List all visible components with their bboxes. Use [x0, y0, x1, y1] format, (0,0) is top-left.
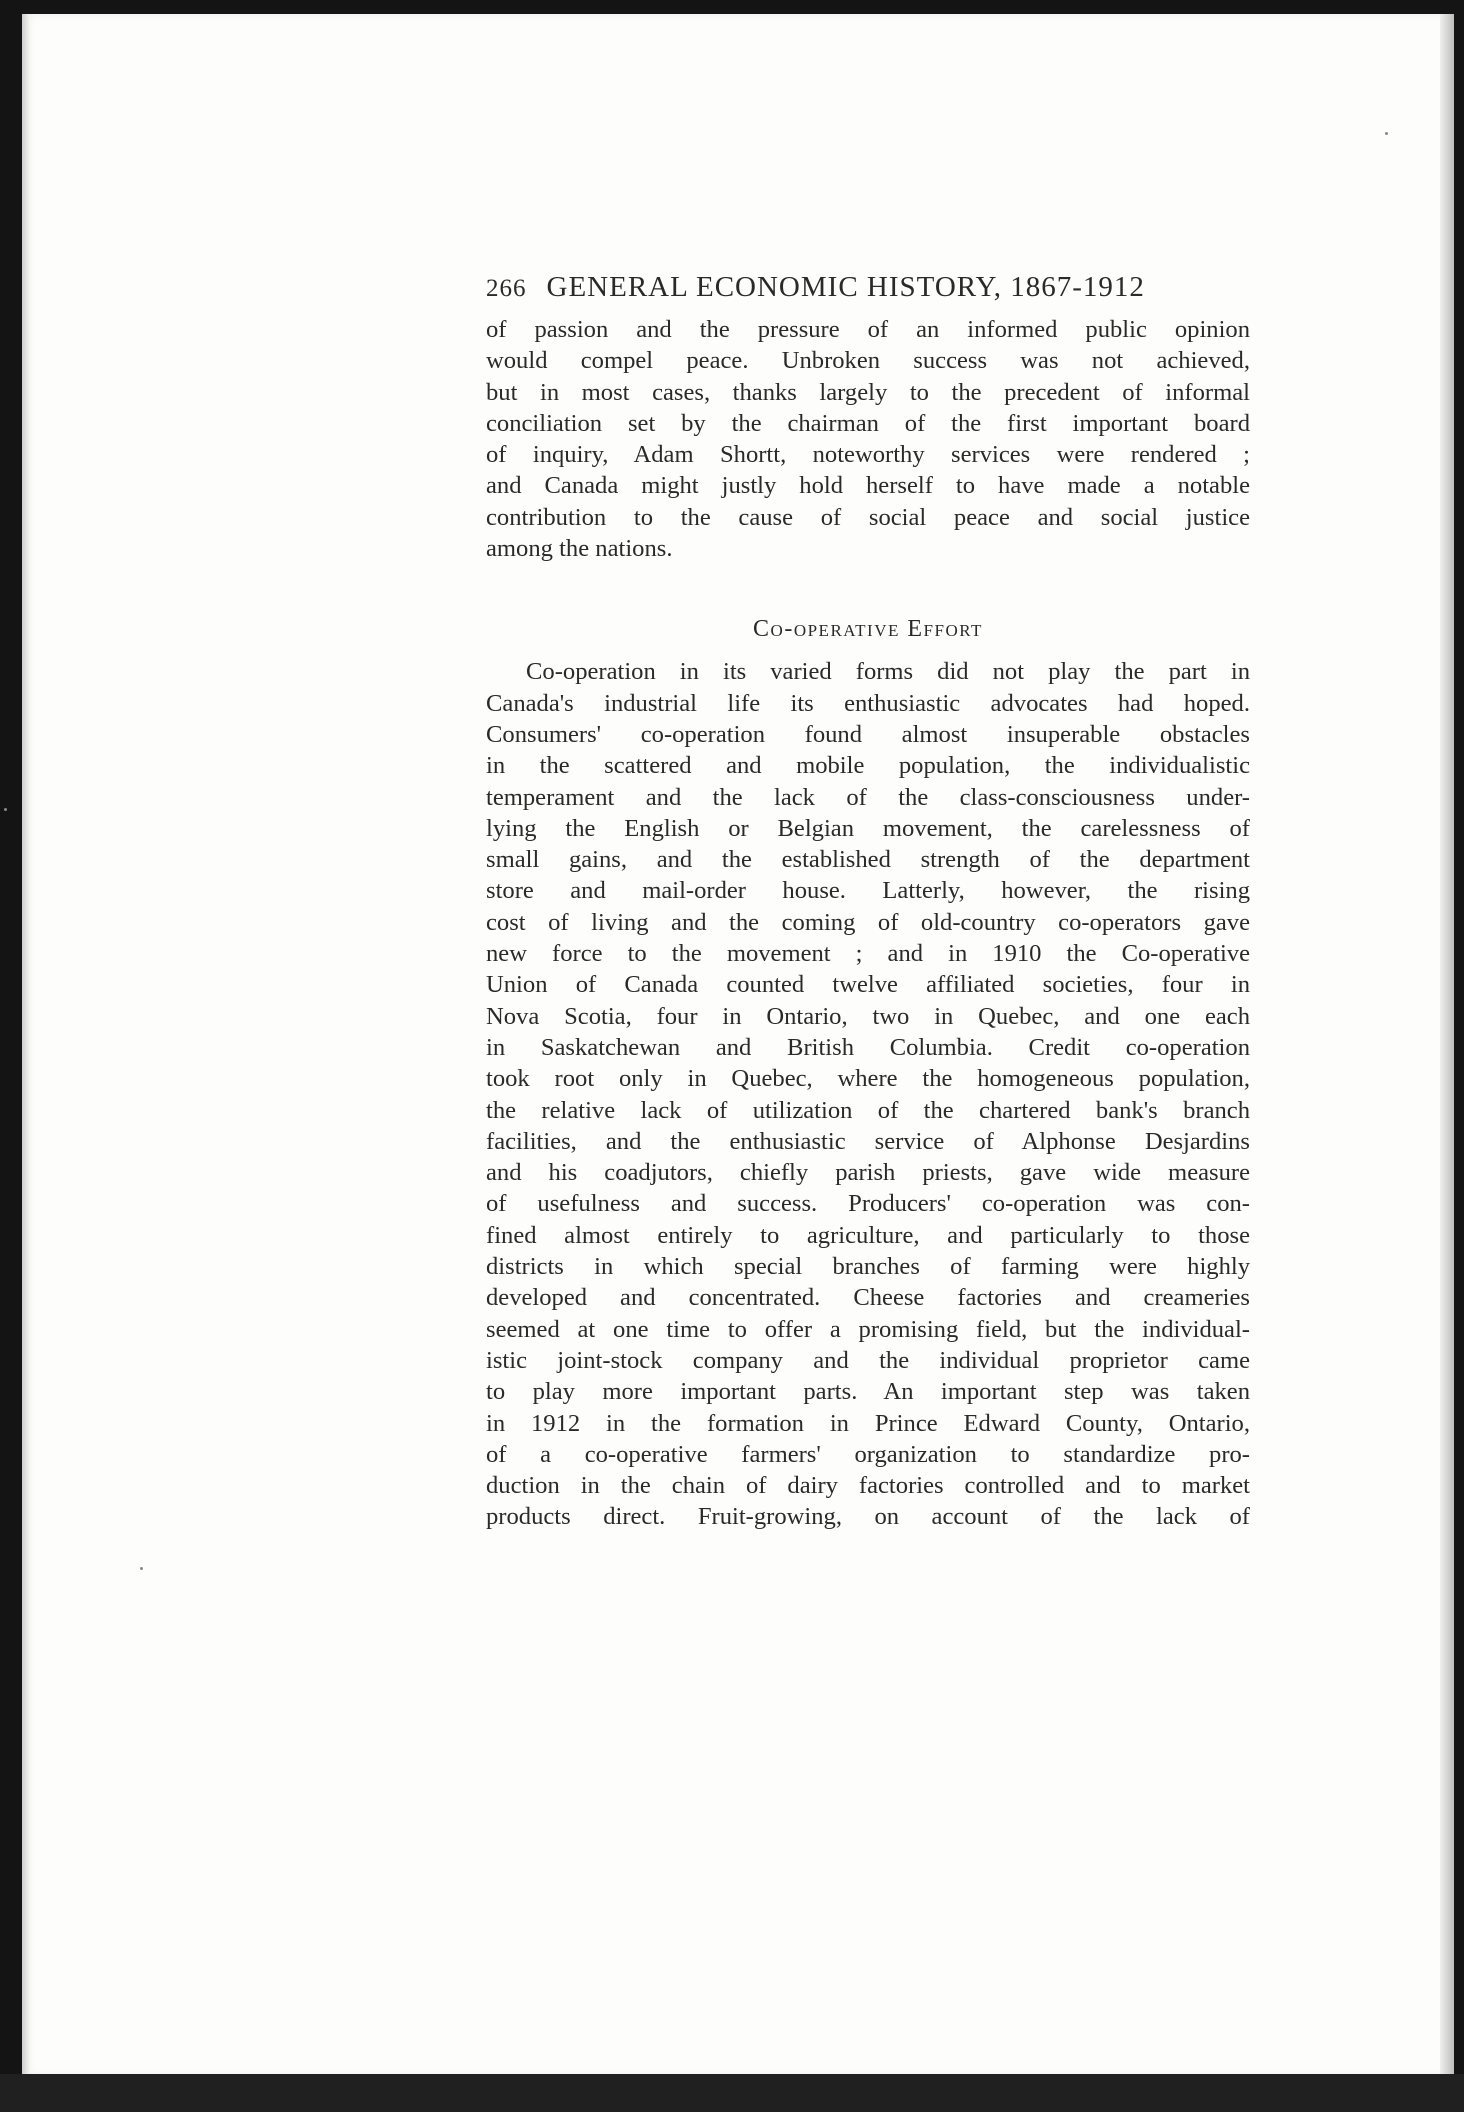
text-line: to play more important parts. An important step was taken — [486, 1378, 1250, 1406]
text-line: store and mail-order house. Latterly, however, the rising — [486, 877, 1250, 905]
page-fore-edge — [1440, 14, 1454, 2076]
text-line: Union of Canada counted twelve affiliated societies, four in — [486, 971, 1250, 999]
text-line: fined almost entirely to agriculture, and particularly to those — [486, 1221, 1250, 1249]
text-line: lying the English or Belgian movement, the carelessness of — [486, 814, 1250, 842]
text-line: facilities, and the enthusiastic service of Alphonse Desjardins — [486, 1127, 1250, 1155]
text-line: of inquiry, Adam Shortt, noteworthy services were rendered ; — [486, 441, 1250, 469]
text-line: products direct. Fruit-growing, on account of the lack of — [486, 1503, 1250, 1531]
text-line: Nova Scotia, four in Ontario, two in Quebec, and one each — [486, 1002, 1250, 1030]
running-head — [486, 270, 1250, 314]
text-line: would compel peace. Unbroken success was not achieved, — [486, 347, 1250, 375]
text-line: contribution to the cause of social peace and social justice — [486, 503, 1250, 531]
text-line: but in most cases, thanks largely to the precedent of informal — [486, 378, 1250, 406]
scan-bottom-border — [0, 2074, 1464, 2112]
text-line: in 1912 in the formation in Prince Edward County, Ontario, — [486, 1409, 1250, 1437]
text-line: took root only in Quebec, where the homogeneous population, — [486, 1065, 1250, 1093]
text-line: in Saskatchewan and British Columbia. Credit co-operation — [486, 1033, 1250, 1061]
text-line: among the nations. — [486, 535, 673, 563]
dust-speck — [1385, 132, 1388, 135]
text-line: of usefulness and success. Producers' co-operation was con- — [486, 1190, 1250, 1218]
text-line: seemed at one time to offer a promising field, but the individual- — [486, 1315, 1250, 1343]
text-line: temperament and the lack of the class-consciousness under- — [486, 783, 1250, 811]
text-line: and Canada might justly hold herself to have made a notable — [486, 472, 1250, 500]
paragraph-continued — [486, 314, 1250, 564]
page-number: 266 — [486, 275, 527, 302]
text-line: Consumers' co-operation found almost insuperable obstacles — [486, 720, 1250, 748]
text-line: of passion and the pressure of an informed public opinion — [486, 316, 1250, 343]
text-line: new force to the movement ; and in 1910 the Co-operative — [486, 940, 1250, 968]
text-line: cost of living and the coming of old-country co-operators gave — [486, 908, 1250, 936]
paragraph-cooperative-effort — [486, 656, 1250, 1532]
text-line: and his coadjutors, chiefly parish priests, gave wide measure — [486, 1159, 1250, 1187]
page-gutter-shadow — [22, 14, 30, 2076]
text-line: in the scattered and mobile population, the individualistic — [486, 752, 1250, 780]
text-line: of a co-operative farmers' organization to standardize pro- — [486, 1440, 1250, 1468]
text-line: developed and concentrated. Cheese factories and creameries — [486, 1284, 1250, 1312]
text-line: small gains, and the established strength of the department — [486, 846, 1250, 874]
dust-speck — [4, 808, 7, 811]
text-line: duction in the chain of dairy factories controlled and to market — [486, 1472, 1250, 1500]
text-line: Canada's industrial life its enthusiastic advocates had hoped. — [486, 689, 1250, 717]
section-heading: Co-operative Effort — [753, 616, 983, 643]
running-head-title: GENERAL ECONOMIC HISTORY, 1867-1912 — [546, 271, 1145, 303]
text-line: istic joint-stock company and the individual proprietor came — [486, 1346, 1250, 1374]
text-line: the relative lack of utilization of the chartered bank's branch — [486, 1096, 1250, 1124]
page-text-block — [486, 270, 1250, 1533]
text-line: districts in which special branches of farming were highly — [486, 1253, 1250, 1281]
text-line: conciliation set by the chairman of the first important board — [486, 409, 1250, 437]
text-line: Co-operation in its varied forms did not play the part in — [526, 658, 1250, 686]
dust-speck — [140, 1567, 143, 1570]
